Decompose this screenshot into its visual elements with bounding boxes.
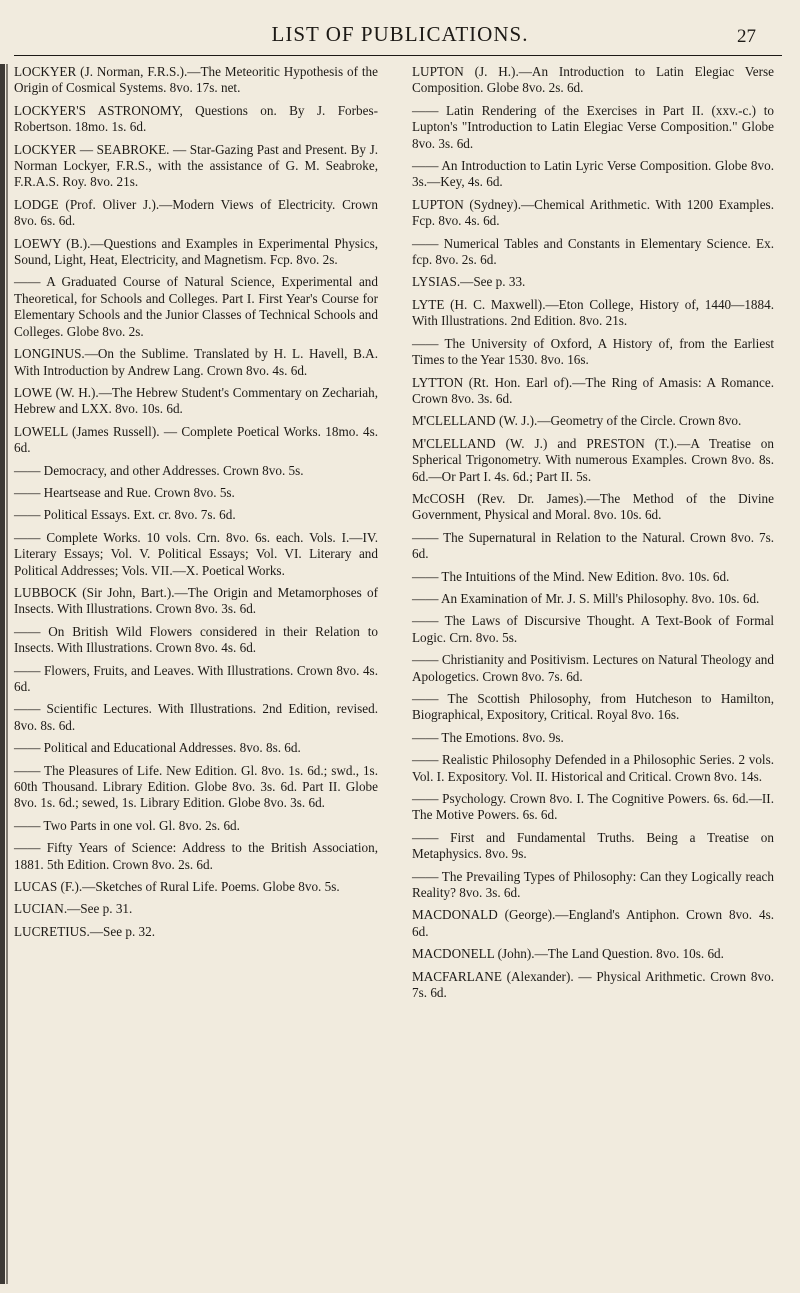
- catalog-entry: LOCKYER — SEABROKE. — Star-Gazing Past and Present. By J. Norman Lockyer, F.R.S., with the assistance of G. M. Seabroke, F.R.A.S. Roy. 8vo. 21s.: [14, 141, 378, 190]
- catalog-entry: —— The Intuitions of the Mind. New Edition. 8vo. 10s. 6d.: [412, 568, 730, 584]
- catalog-entry: —— Flowers, Fruits, and Leaves. With Illustrations. Crown 8vo. 4s. 6d.: [14, 662, 378, 694]
- page-number: 27: [737, 26, 756, 47]
- catalog-entry: LOWELL (James Russell). — Complete Poetical Works. 18mo. 4s. 6d.: [14, 423, 378, 456]
- catalog-entry: LYTE (H. C. Maxwell).—Eton College, History of, 1440—1884. With Illustrations. 2nd Edition. 8vo. 21s.: [412, 296, 774, 329]
- catalog-entry: —— Latin Rendering of the Exercises in Part II. (xxv.-c.) to Lupton's "Introduction to Latin Elegiac Verse Composition." Globe 8vo. 3s. 6d.: [412, 102, 774, 151]
- left-column: [14, 64, 378, 946]
- catalog-entry: —— Heartsease and Rue. Crown 8vo. 5s.: [14, 484, 235, 500]
- catalog-entry: —— The University of Oxford, A History of, from the Earliest Times to the Year 1530. 8vo. 16s.: [412, 335, 774, 368]
- header-rule: [14, 55, 782, 56]
- catalog-entry: —— Two Parts in one vol. Gl. 8vo. 2s. 6d.: [14, 817, 240, 833]
- catalog-entry: —— Realistic Philosophy Defended in a Philosophic Series. 2 vols. Vol. I. Expository. Vol. II. Historical and Critical. Crown 8vo. 14s.: [412, 752, 774, 784]
- page-title: LIST OF PUBLICATIONS.: [271, 22, 529, 46]
- catalog-entry: LONGINUS.—On the Sublime. Translated by H. L. Havell, B.A. With Introduction by Andrew Lang. Crown 8vo. 4s. 6d.: [14, 346, 378, 378]
- catalog-entry: —— Christianity and Positivism. Lectures on Natural Theology and Apologetics. Crown 8vo. 7s. 6d.: [412, 652, 774, 684]
- catalog-entry: —— The Emotions. 8vo. 9s.: [412, 729, 564, 745]
- catalog-entry: —— First and Fundamental Truths. Being a Treatise on Metaphysics. 8vo. 9s.: [412, 829, 774, 862]
- catalog-entry: MACDONALD (George).—England's Antiphon. Crown 8vo. 4s. 6d.: [412, 907, 774, 939]
- page-edge-shadow-inner: [6, 64, 8, 1284]
- catalog-entry: M'CLELLAND (W. J.) and PRESTON (T.).—A Treatise on Spherical Trigonometry. With numerous Examples. Crown 8vo. 8s. 6d.—Or Part I. 4s. 6d.; Part II. 5s.: [412, 435, 774, 484]
- page-header: [0, 14, 800, 54]
- catalog-entry: LYSIAS.—See p. 33.: [412, 274, 526, 290]
- page-edge-shadow: [0, 64, 5, 1284]
- catalog-entry: —— The Laws of Discursive Thought. A Text-Book of Formal Logic. Crn. 8vo. 5s.: [412, 613, 774, 645]
- catalog-entry: —— Political Essays. Ext. cr. 8vo. 7s. 6d.: [14, 507, 236, 523]
- catalog-entry: —— Democracy, and other Addresses. Crown 8vo. 5s.: [14, 462, 304, 478]
- catalog-entry: —— Political and Educational Addresses. 8vo. 8s. 6d.: [14, 740, 301, 756]
- catalog-entry: —— Numerical Tables and Constants in Elementary Science. Ex. fcp. 8vo. 2s. 6d.: [412, 235, 774, 268]
- catalog-entry: —— The Prevailing Types of Philosophy: Can they Logically reach Reality? 8vo. 3s. 6d.: [412, 868, 774, 901]
- catalog-entry: —— An Introduction to Latin Lyric Verse Composition. Globe 8vo. 3s.—Key, 4s. 6d.: [412, 158, 774, 190]
- catalog-entry: LOCKYER'S ASTRONOMY, Questions on. By J. Forbes-Robertson. 18mo. 1s. 6d.: [14, 102, 378, 135]
- catalog-entry: LOEWY (B.).—Questions and Examples in Experimental Physics, Sound, Light, Heat, Electricity, and Magnetism. Fcp. 8vo. 2s.: [14, 235, 378, 268]
- catalog-entry: —— On British Wild Flowers considered in their Relation to Insects. With Illustrations. Crown 8vo. 4s. 6d.: [14, 623, 378, 656]
- catalog-entry: —— A Graduated Course of Natural Science, Experimental and Theoretical, for Schools and Colleges. Part I. First Year's Course for Elementary Schools and the Junior Classes of Technical Schools and Colleges. Globe 8vo. 2s.: [14, 274, 378, 339]
- catalog-entry: LOCKYER (J. Norman, F.R.S.).—The Meteoritic Hypothesis of the Origin of Cosmical Systems. 8vo. 17s. net.: [14, 64, 378, 96]
- catalog-entry: —— Psychology. Crown 8vo. I. The Cognitive Powers. 6s. 6d.—II. The Motive Powers. 6s. 6d.: [412, 791, 774, 823]
- catalog-entry: LUCRETIUS.—See p. 32.: [14, 923, 156, 939]
- catalog-entry: —— The Supernatural in Relation to the Natural. Crown 8vo. 7s. 6d.: [412, 529, 774, 562]
- catalog-entry: LODGE (Prof. Oliver J.).—Modern Views of Electricity. Crown 8vo. 6s. 6d.: [14, 196, 378, 229]
- catalog-entry: —— An Examination of Mr. J. S. Mill's Philosophy. 8vo. 10s. 6d.: [412, 590, 760, 606]
- catalog-entry: LUCAS (F.).—Sketches of Rural Life. Poems. Globe 8vo. 5s.: [14, 879, 340, 895]
- catalog-entry: LOWE (W. H.).—The Hebrew Student's Commentary on Zechariah, Hebrew and LXX. 8vo. 10s. 6d.: [14, 384, 378, 417]
- catalog-entry: LUPTON (J. H.).—An Introduction to Latin Elegiac Verse Composition. Globe 8vo. 2s. 6d.: [412, 64, 774, 96]
- catalog-entry: —— Complete Works. 10 vols. Crn. 8vo. 6s. each. Vols. I.—IV. Literary Essays; Vol. V. Political Essays; Vol. VI. Literary and Political Addresses; Vols. VII.—X. Poetical Works.: [14, 529, 378, 578]
- catalog-entry: —— The Pleasures of Life. New Edition. Gl. 8vo. 1s. 6d.; swd., 1s. 60th Thousand. Library Edition. Globe 8vo. 3s. 6d. Part II. Globe 8vo. 1s. 6d.; sewed, 1s. Library Edition. Globe 8vo. 3s. 6d.: [14, 762, 378, 811]
- right-column: [412, 64, 774, 1008]
- catalog-entry: MACFARLANE (Alexander). — Physical Arithmetic. Crown 8vo. 7s. 6d.: [412, 968, 774, 1001]
- catalog-entry: MACDONELL (John).—The Land Question. 8vo. 10s. 6d.: [412, 946, 724, 962]
- catalog-entry: LYTTON (Rt. Hon. Earl of).—The Ring of Amasis: A Romance. Crown 8vo. 3s. 6d.: [412, 374, 774, 406]
- catalog-entry: LUPTON (Sydney).—Chemical Arithmetic. With 1200 Examples. Fcp. 8vo. 4s. 6d.: [412, 196, 774, 229]
- catalog-entry: —— Scientific Lectures. With Illustrations. 2nd Edition, revised. 8vo. 8s. 6d.: [14, 701, 378, 733]
- catalog-entry: McCOSH (Rev. Dr. James).—The Method of the Divine Government, Physical and Moral. 8vo. 10s. 6d.: [412, 490, 774, 523]
- catalog-entry: —— Fifty Years of Science: Address to the British Association, 1881. 5th Edition. Crown 8vo. 2s. 6d.: [14, 840, 378, 872]
- catalog-entry: LUCIAN.—See p. 31.: [14, 901, 133, 917]
- catalog-entry: M'CLELLAND (W. J.).—Geometry of the Circle. Crown 8vo.: [412, 413, 742, 429]
- catalog-entry: LUBBOCK (Sir John, Bart.).—The Origin and Metamorphoses of Insects. With Illustrations. Crown 8vo. 3s. 6d.: [14, 584, 378, 617]
- catalog-entry: —— The Scottish Philosophy, from Hutcheson to Hamilton, Biographical, Expository, Critical. Royal 8vo. 16s.: [412, 691, 774, 723]
